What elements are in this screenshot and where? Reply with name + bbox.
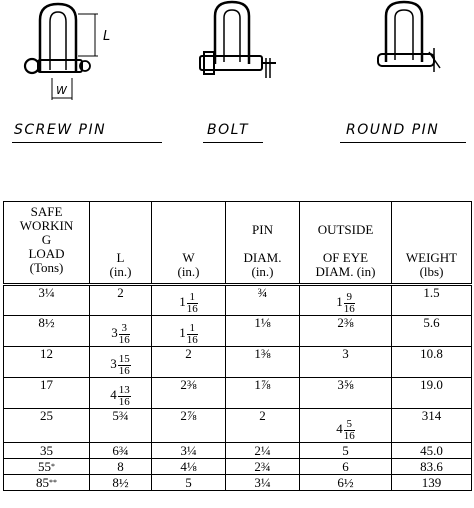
cell-w <box>152 409 226 443</box>
cell-l <box>90 347 152 378</box>
dim-label-L: L <box>103 29 111 44</box>
whole-part: 3 <box>111 325 118 341</box>
screw-pin-caption: SCREW PIN <box>14 122 107 138</box>
cell-l <box>90 475 152 491</box>
whole-part: 5 <box>185 474 192 490</box>
fraction: $\frac{5}{16}$ <box>343 418 355 442</box>
whole-part: 5¾ <box>112 408 129 423</box>
whole-part: 2 <box>117 285 124 300</box>
whole-part: 3 <box>342 346 349 361</box>
round-pin-shackle-drawing <box>378 2 440 72</box>
whole-part: 2⅜ <box>337 315 354 330</box>
cell-pin: 3¼ <box>226 475 300 491</box>
cell-weight: 45.0 <box>392 443 472 459</box>
whole-part: 2⅜ <box>180 377 197 392</box>
shackle-specs-table <box>3 201 472 491</box>
whole-part: 4 <box>336 421 343 437</box>
table-row <box>4 285 472 316</box>
fraction: $\frac{15}{16}$ <box>118 353 130 377</box>
whole-part: 3⅝ <box>337 377 354 392</box>
footnote-marker: ** <box>49 477 57 487</box>
table-row <box>4 378 472 409</box>
cell-load: 8½ <box>4 316 90 347</box>
whole-part: 6½ <box>337 474 354 490</box>
whole-part: 1 <box>336 294 343 310</box>
shackle-figures <box>0 0 474 160</box>
cell-weight: 1.5 <box>392 285 472 316</box>
cell-eye <box>300 347 392 378</box>
cell-w <box>152 459 226 475</box>
cell-load: 55* <box>4 459 90 475</box>
cell-l <box>90 409 152 443</box>
cell-eye <box>300 378 392 409</box>
cell-eye <box>300 443 392 459</box>
cell-eye <box>300 459 392 475</box>
cell-w <box>152 285 226 316</box>
cell-weight: 19.0 <box>392 378 472 409</box>
cell-pin: ¾ <box>226 285 300 316</box>
cell-load: 3¼ <box>4 285 90 316</box>
cell-weight: 314 <box>392 409 472 443</box>
header-weight: WEIGHT (lbs) <box>392 202 472 285</box>
whole-part: 3¼ <box>180 442 197 458</box>
whole-part: 2⅞ <box>180 408 197 423</box>
header-safe-working-load: SAFE WORKIN G LOAD (Tons) <box>4 202 90 285</box>
cell-l <box>90 316 152 347</box>
whole-part: 4⅛ <box>180 458 197 474</box>
cell-pin: 2 <box>226 409 300 443</box>
cell-eye <box>300 316 392 347</box>
whole-part: 6 <box>342 458 349 474</box>
cell-w <box>152 443 226 459</box>
cell-pin: 2¾ <box>226 459 300 475</box>
whole-part: 8 <box>117 458 124 474</box>
cell-eye <box>300 475 392 491</box>
cell-eye <box>300 285 392 316</box>
cell-pin: 2¼ <box>226 443 300 459</box>
cell-pin: 1⅛ <box>226 316 300 347</box>
fraction: $\frac{9}{16}$ <box>343 291 355 315</box>
fraction: $\frac{13}{16}$ <box>118 384 130 408</box>
table-row <box>4 459 472 475</box>
table-row <box>4 409 472 443</box>
fraction: $\frac{1}{16}$ <box>186 322 198 346</box>
cell-load: 25 <box>4 409 90 443</box>
cell-load: 12 <box>4 347 90 378</box>
cell-w <box>152 347 226 378</box>
whole-part: 1 <box>179 325 186 341</box>
cell-eye <box>300 409 392 443</box>
whole-part: 3 <box>110 356 117 372</box>
caption-underline <box>203 142 263 143</box>
cell-load: 85** <box>4 475 90 491</box>
header-w: W (in.) <box>152 202 226 285</box>
header-pin-diam: PIN DIAM. (in.) <box>226 202 300 285</box>
header-outside-eye-diam: OUTSIDE OF EYE DIAM. (in) <box>300 202 392 285</box>
bolt-caption: BOLT <box>207 122 250 138</box>
table-row <box>4 475 472 491</box>
cell-pin: 1⅞ <box>226 378 300 409</box>
bolt-shackle-drawing <box>200 2 276 78</box>
cell-load: 17 <box>4 378 90 409</box>
cell-w <box>152 475 226 491</box>
cell-l <box>90 443 152 459</box>
cell-l <box>90 459 152 475</box>
footnote-marker: * <box>51 461 55 471</box>
cell-weight: 10.8 <box>392 347 472 378</box>
cell-l <box>90 285 152 316</box>
fraction: $\frac{3}{16}$ <box>118 322 130 346</box>
table-row <box>4 347 472 378</box>
caption-underline <box>12 142 162 143</box>
cell-load: 35 <box>4 443 90 459</box>
dim-label-W: W <box>56 84 67 97</box>
cell-weight: 83.6 <box>392 459 472 475</box>
whole-part: 2 <box>185 346 192 361</box>
round-pin-caption: ROUND PIN <box>346 122 440 138</box>
cell-weight: 139 <box>392 475 472 491</box>
cell-w <box>152 378 226 409</box>
header-l: L (in.) <box>90 202 152 285</box>
fraction: $\frac{1}{16}$ <box>186 291 198 315</box>
cell-w <box>152 316 226 347</box>
table-row <box>4 316 472 347</box>
cell-l <box>90 378 152 409</box>
whole-part: 4 <box>110 387 117 403</box>
whole-part: 6¾ <box>112 442 129 458</box>
cell-weight: 5.6 <box>392 316 472 347</box>
caption-underline <box>340 142 466 143</box>
whole-part: 8½ <box>112 474 129 490</box>
header-row <box>4 202 472 285</box>
table-row <box>4 443 472 459</box>
whole-part: 1 <box>179 294 186 310</box>
whole-part: 5 <box>342 442 349 458</box>
cell-pin: 1⅜ <box>226 347 300 378</box>
